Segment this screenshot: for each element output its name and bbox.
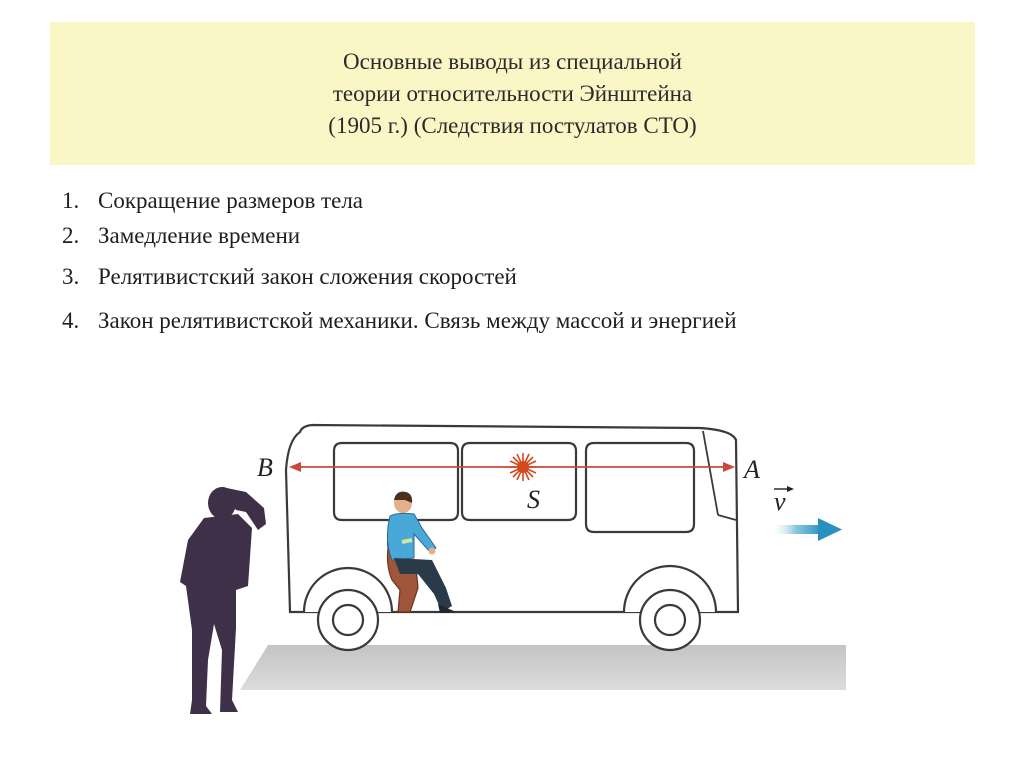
label-v: v <box>774 487 786 516</box>
velocity-arrow <box>770 518 842 541</box>
bus-window <box>462 443 576 520</box>
list-item-text: Релятивистский закон сложения скоростей <box>98 264 517 289</box>
list-item-number: 4. <box>62 308 80 333</box>
light-source <box>509 453 537 481</box>
label-a: A <box>744 455 760 484</box>
list-item-number: 3. <box>62 264 80 289</box>
label-s: S <box>527 485 540 514</box>
ground <box>240 645 846 690</box>
title-line-3: (1905 г.) (Следствия постулатов СТО) <box>328 112 697 138</box>
bus-window <box>586 443 694 532</box>
list-item-text: Сокращение размеров тела <box>98 188 364 213</box>
list-item-text: Замедление времени <box>98 223 301 248</box>
title-line-2: теории относительности Эйнштейна <box>332 80 693 106</box>
label-b: B <box>257 453 273 482</box>
list-item-number: 1. <box>62 188 80 213</box>
title-line-1: Основные выводы из специальной <box>343 48 682 74</box>
list-item-text: Закон релятивистской механики. Связь между массой и энергией <box>98 308 737 333</box>
list-item-number: 2. <box>62 223 80 248</box>
